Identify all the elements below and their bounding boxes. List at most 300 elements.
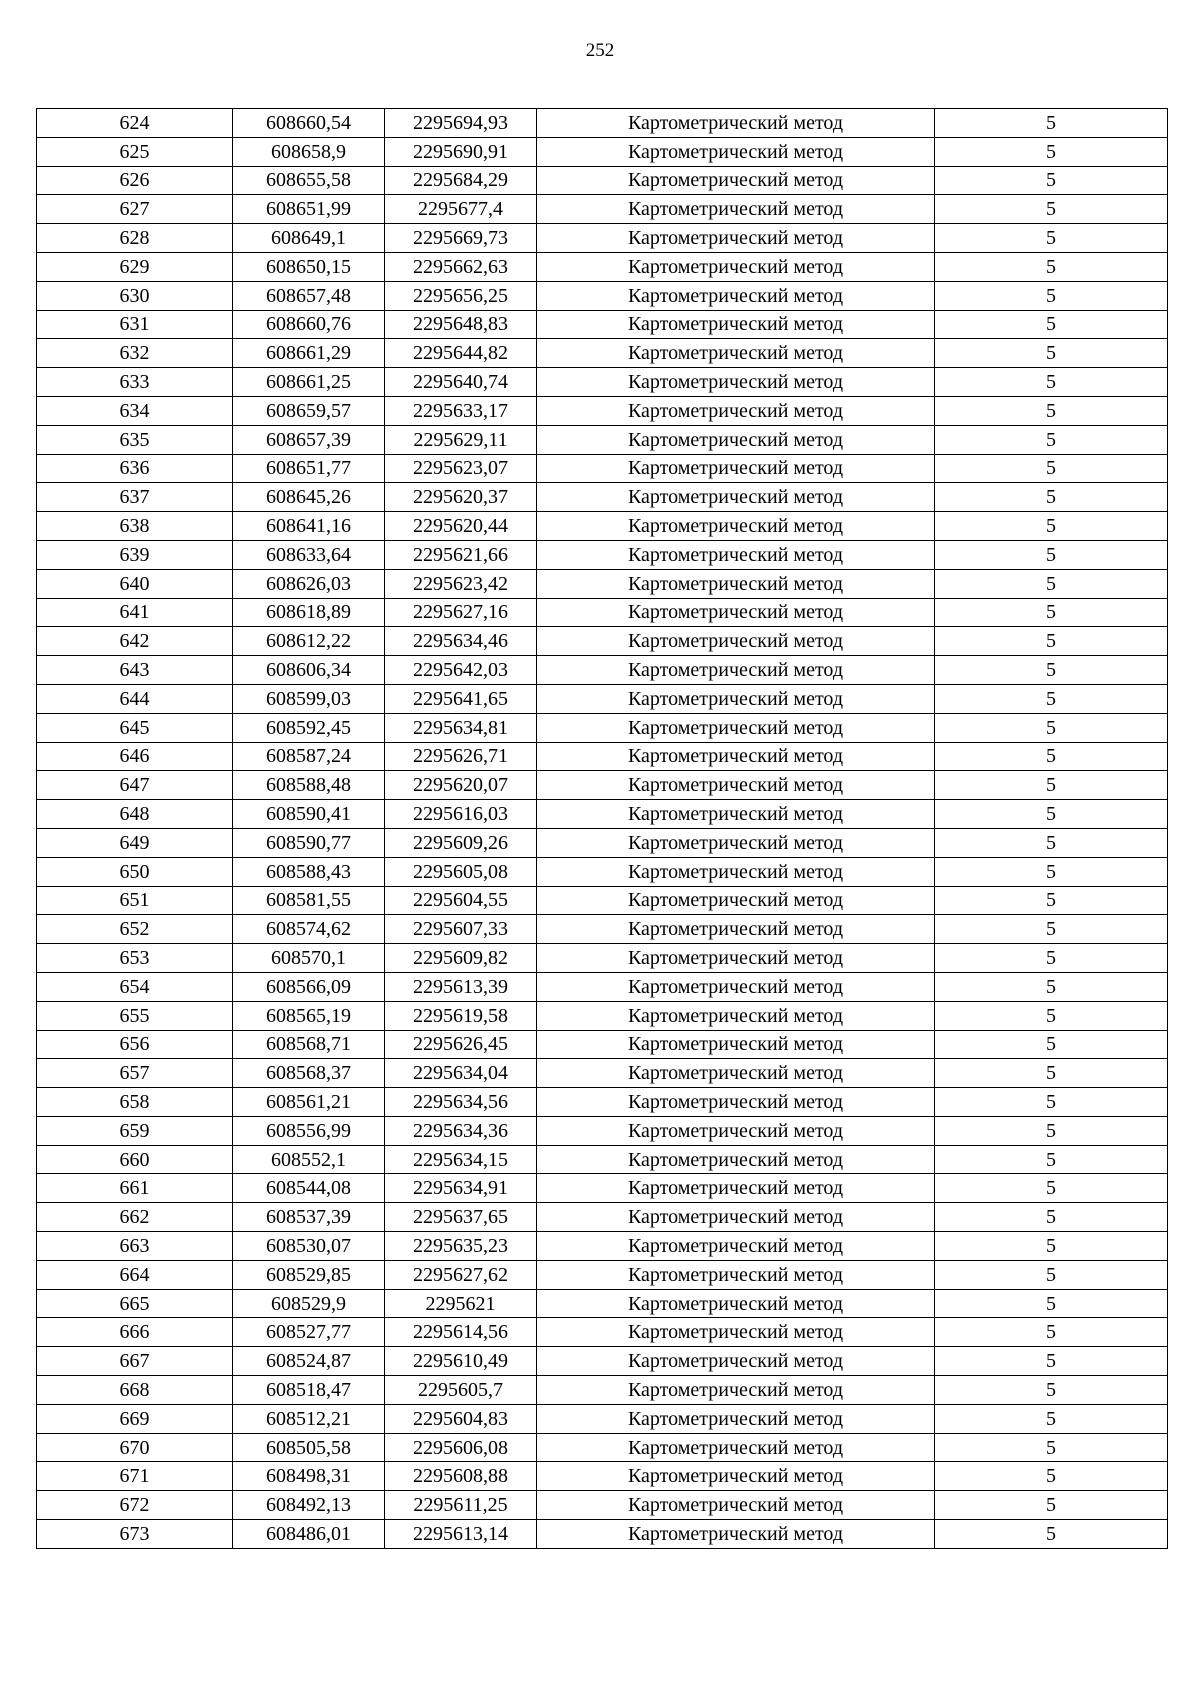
y-coordinate-cell: 2295623,07 <box>385 454 537 483</box>
precision-cell: 5 <box>935 281 1168 310</box>
x-coordinate-cell: 608618,89 <box>233 598 385 627</box>
precision-cell: 5 <box>935 166 1168 195</box>
y-coordinate-cell: 2295642,03 <box>385 656 537 685</box>
y-coordinate-cell: 2295684,29 <box>385 166 537 195</box>
x-coordinate-cell: 608556,99 <box>233 1116 385 1145</box>
precision-cell: 5 <box>935 339 1168 368</box>
point-number-cell: 644 <box>37 684 233 713</box>
method-cell: Картометрический метод <box>537 1289 935 1318</box>
point-number-cell: 672 <box>37 1491 233 1520</box>
table-row <box>37 1145 1168 1174</box>
table-row <box>37 1520 1168 1549</box>
table-row <box>37 109 1168 138</box>
table-row <box>37 512 1168 541</box>
table-row <box>37 1116 1168 1145</box>
table-row <box>37 1289 1168 1318</box>
precision-cell: 5 <box>935 886 1168 915</box>
x-coordinate-cell: 608641,16 <box>233 512 385 541</box>
x-coordinate-cell: 608649,1 <box>233 224 385 253</box>
table-row <box>37 627 1168 656</box>
table-row <box>37 598 1168 627</box>
y-coordinate-cell: 2295634,56 <box>385 1088 537 1117</box>
precision-cell: 5 <box>935 195 1168 224</box>
table-row <box>37 569 1168 598</box>
x-coordinate-cell: 608529,9 <box>233 1289 385 1318</box>
point-number-cell: 658 <box>37 1088 233 1117</box>
precision-cell: 5 <box>935 137 1168 166</box>
table-row <box>37 224 1168 253</box>
y-coordinate-cell: 2295634,04 <box>385 1059 537 1088</box>
x-coordinate-cell: 608606,34 <box>233 656 385 685</box>
x-coordinate-cell: 608537,39 <box>233 1203 385 1232</box>
point-number-cell: 666 <box>37 1318 233 1347</box>
page-number: 252 <box>585 40 615 61</box>
y-coordinate-cell: 2295611,25 <box>385 1491 537 1520</box>
method-cell: Картометрический метод <box>537 281 935 310</box>
y-coordinate-cell: 2295610,49 <box>385 1347 537 1376</box>
precision-cell: 5 <box>935 1347 1168 1376</box>
method-cell: Картометрический метод <box>537 713 935 742</box>
method-cell: Картометрический метод <box>537 109 935 138</box>
point-number-cell: 640 <box>37 569 233 598</box>
precision-cell: 5 <box>935 598 1168 627</box>
method-cell: Картометрический метод <box>537 771 935 800</box>
precision-cell: 5 <box>935 1030 1168 1059</box>
y-coordinate-cell: 2295662,63 <box>385 252 537 281</box>
y-coordinate-cell: 2295648,83 <box>385 310 537 339</box>
y-coordinate-cell: 2295634,46 <box>385 627 537 656</box>
y-coordinate-cell: 2295616,03 <box>385 800 537 829</box>
y-coordinate-cell: 2295608,88 <box>385 1462 537 1491</box>
x-coordinate-cell: 608660,54 <box>233 109 385 138</box>
point-number-cell: 639 <box>37 540 233 569</box>
table-row <box>37 137 1168 166</box>
x-coordinate-cell: 608581,55 <box>233 886 385 915</box>
point-number-cell: 656 <box>37 1030 233 1059</box>
table-row <box>37 684 1168 713</box>
table-row <box>37 454 1168 483</box>
method-cell: Картометрический метод <box>537 310 935 339</box>
table-row <box>37 1462 1168 1491</box>
x-coordinate-cell: 608590,41 <box>233 800 385 829</box>
precision-cell: 5 <box>935 857 1168 886</box>
method-cell: Картометрический метод <box>537 368 935 397</box>
method-cell: Картометрический метод <box>537 1030 935 1059</box>
table-row <box>37 425 1168 454</box>
method-cell: Картометрический метод <box>537 454 935 483</box>
method-cell: Картометрический метод <box>537 1376 935 1405</box>
y-coordinate-cell: 2295621 <box>385 1289 537 1318</box>
precision-cell: 5 <box>935 713 1168 742</box>
method-cell: Картометрический метод <box>537 1174 935 1203</box>
method-cell: Картометрический метод <box>537 1404 935 1433</box>
x-coordinate-cell: 608505,58 <box>233 1433 385 1462</box>
x-coordinate-cell: 608570,1 <box>233 944 385 973</box>
method-cell: Картометрический метод <box>537 1088 935 1117</box>
point-number-cell: 628 <box>37 224 233 253</box>
method-cell: Картометрический метод <box>537 742 935 771</box>
y-coordinate-cell: 2295694,93 <box>385 109 537 138</box>
method-cell: Картометрический метод <box>537 1260 935 1289</box>
precision-cell: 5 <box>935 368 1168 397</box>
x-coordinate-cell: 608661,25 <box>233 368 385 397</box>
table-row <box>37 857 1168 886</box>
point-number-cell: 661 <box>37 1174 233 1203</box>
point-number-cell: 670 <box>37 1433 233 1462</box>
x-coordinate-cell: 608486,01 <box>233 1520 385 1549</box>
precision-cell: 5 <box>935 972 1168 1001</box>
point-number-cell: 652 <box>37 915 233 944</box>
y-coordinate-cell: 2295627,62 <box>385 1260 537 1289</box>
y-coordinate-cell: 2295626,71 <box>385 742 537 771</box>
method-cell: Картометрический метод <box>537 1145 935 1174</box>
point-number-cell: 647 <box>37 771 233 800</box>
point-number-cell: 637 <box>37 483 233 512</box>
table-row <box>37 166 1168 195</box>
y-coordinate-cell: 2295607,33 <box>385 915 537 944</box>
x-coordinate-cell: 608529,85 <box>233 1260 385 1289</box>
y-coordinate-cell: 2295634,81 <box>385 713 537 742</box>
table-row <box>37 886 1168 915</box>
y-coordinate-cell: 2295621,66 <box>385 540 537 569</box>
precision-cell: 5 <box>935 1520 1168 1549</box>
method-cell: Картометрический метод <box>537 512 935 541</box>
y-coordinate-cell: 2295644,82 <box>385 339 537 368</box>
method-cell: Картометрический метод <box>537 886 935 915</box>
point-number-cell: 635 <box>37 425 233 454</box>
table-row <box>37 1088 1168 1117</box>
point-number-cell: 668 <box>37 1376 233 1405</box>
y-coordinate-cell: 2295640,74 <box>385 368 537 397</box>
precision-cell: 5 <box>935 224 1168 253</box>
y-coordinate-cell: 2295623,42 <box>385 569 537 598</box>
precision-cell: 5 <box>935 1404 1168 1433</box>
x-coordinate-cell: 608657,48 <box>233 281 385 310</box>
x-coordinate-cell: 608512,21 <box>233 1404 385 1433</box>
y-coordinate-cell: 2295656,25 <box>385 281 537 310</box>
table-row <box>37 1376 1168 1405</box>
method-cell: Картометрический метод <box>537 1116 935 1145</box>
precision-cell: 5 <box>935 684 1168 713</box>
precision-cell: 5 <box>935 569 1168 598</box>
method-cell: Картометрический метод <box>537 1059 935 1088</box>
point-number-cell: 660 <box>37 1145 233 1174</box>
table-row <box>37 713 1168 742</box>
precision-cell: 5 <box>935 1491 1168 1520</box>
precision-cell: 5 <box>935 1289 1168 1318</box>
x-coordinate-cell: 608626,03 <box>233 569 385 598</box>
x-coordinate-cell: 608633,64 <box>233 540 385 569</box>
precision-cell: 5 <box>935 1116 1168 1145</box>
precision-cell: 5 <box>935 1232 1168 1261</box>
point-number-cell: 648 <box>37 800 233 829</box>
y-coordinate-cell: 2295677,4 <box>385 195 537 224</box>
precision-cell: 5 <box>935 771 1168 800</box>
y-coordinate-cell: 2295605,08 <box>385 857 537 886</box>
y-coordinate-cell: 2295613,39 <box>385 972 537 1001</box>
y-coordinate-cell: 2295613,14 <box>385 1520 537 1549</box>
point-number-cell: 649 <box>37 828 233 857</box>
table-row <box>37 771 1168 800</box>
y-coordinate-cell: 2295690,91 <box>385 137 537 166</box>
x-coordinate-cell: 608588,48 <box>233 771 385 800</box>
y-coordinate-cell: 2295620,07 <box>385 771 537 800</box>
precision-cell: 5 <box>935 828 1168 857</box>
precision-cell: 5 <box>935 1203 1168 1232</box>
table-row <box>37 339 1168 368</box>
y-coordinate-cell: 2295606,08 <box>385 1433 537 1462</box>
y-coordinate-cell: 2295605,7 <box>385 1376 537 1405</box>
method-cell: Картометрический метод <box>537 483 935 512</box>
point-number-cell: 630 <box>37 281 233 310</box>
precision-cell: 5 <box>935 310 1168 339</box>
x-coordinate-cell: 608590,77 <box>233 828 385 857</box>
method-cell: Картометрический метод <box>537 1520 935 1549</box>
x-coordinate-cell: 608527,77 <box>233 1318 385 1347</box>
table-row <box>37 828 1168 857</box>
method-cell: Картометрический метод <box>537 1347 935 1376</box>
x-coordinate-cell: 608659,57 <box>233 396 385 425</box>
method-cell: Картометрический метод <box>537 656 935 685</box>
method-cell: Картометрический метод <box>537 1433 935 1462</box>
table-row <box>37 1059 1168 1088</box>
point-number-cell: 665 <box>37 1289 233 1318</box>
precision-cell: 5 <box>935 656 1168 685</box>
point-number-cell: 643 <box>37 656 233 685</box>
point-number-cell: 642 <box>37 627 233 656</box>
table-row <box>37 396 1168 425</box>
table-row <box>37 1232 1168 1261</box>
method-cell: Картометрический метод <box>537 828 935 857</box>
point-number-cell: 651 <box>37 886 233 915</box>
precision-cell: 5 <box>935 512 1168 541</box>
method-cell: Картометрический метод <box>537 137 935 166</box>
point-number-cell: 659 <box>37 1116 233 1145</box>
point-number-cell: 638 <box>37 512 233 541</box>
x-coordinate-cell: 608492,13 <box>233 1491 385 1520</box>
method-cell: Картометрический метод <box>537 339 935 368</box>
point-number-cell: 655 <box>37 1001 233 1030</box>
method-cell: Картометрический метод <box>537 972 935 1001</box>
point-number-cell: 626 <box>37 166 233 195</box>
precision-cell: 5 <box>935 627 1168 656</box>
x-coordinate-cell: 608544,08 <box>233 1174 385 1203</box>
point-number-cell: 654 <box>37 972 233 1001</box>
x-coordinate-cell: 608658,9 <box>233 137 385 166</box>
precision-cell: 5 <box>935 800 1168 829</box>
precision-cell: 5 <box>935 1318 1168 1347</box>
table-row <box>37 540 1168 569</box>
precision-cell: 5 <box>935 944 1168 973</box>
table-row <box>37 742 1168 771</box>
point-number-cell: 634 <box>37 396 233 425</box>
table-row <box>37 972 1168 1001</box>
precision-cell: 5 <box>935 425 1168 454</box>
precision-cell: 5 <box>935 396 1168 425</box>
y-coordinate-cell: 2295620,37 <box>385 483 537 512</box>
table-row <box>37 1203 1168 1232</box>
point-number-cell: 657 <box>37 1059 233 1088</box>
precision-cell: 5 <box>935 1001 1168 1030</box>
y-coordinate-cell: 2295609,26 <box>385 828 537 857</box>
method-cell: Картометрический метод <box>537 627 935 656</box>
point-number-cell: 645 <box>37 713 233 742</box>
x-coordinate-cell: 608574,62 <box>233 915 385 944</box>
table-row <box>37 1260 1168 1289</box>
table-row <box>37 1318 1168 1347</box>
x-coordinate-cell: 608518,47 <box>233 1376 385 1405</box>
point-number-cell: 624 <box>37 109 233 138</box>
x-coordinate-cell: 608612,22 <box>233 627 385 656</box>
precision-cell: 5 <box>935 540 1168 569</box>
x-coordinate-cell: 608599,03 <box>233 684 385 713</box>
method-cell: Картометрический метод <box>537 800 935 829</box>
y-coordinate-cell: 2295614,56 <box>385 1318 537 1347</box>
x-coordinate-cell: 608651,99 <box>233 195 385 224</box>
method-cell: Картометрический метод <box>537 396 935 425</box>
y-coordinate-cell: 2295634,36 <box>385 1116 537 1145</box>
method-cell: Картометрический метод <box>537 569 935 598</box>
method-cell: Картометрический метод <box>537 1318 935 1347</box>
x-coordinate-cell: 608568,37 <box>233 1059 385 1088</box>
y-coordinate-cell: 2295635,23 <box>385 1232 537 1261</box>
precision-cell: 5 <box>935 483 1168 512</box>
point-number-cell: 667 <box>37 1347 233 1376</box>
point-number-cell: 633 <box>37 368 233 397</box>
method-cell: Картометрический метод <box>537 915 935 944</box>
precision-cell: 5 <box>935 1088 1168 1117</box>
x-coordinate-cell: 608568,71 <box>233 1030 385 1059</box>
point-number-cell: 664 <box>37 1260 233 1289</box>
x-coordinate-cell: 608651,77 <box>233 454 385 483</box>
point-number-cell: 662 <box>37 1203 233 1232</box>
y-coordinate-cell: 2295604,83 <box>385 1404 537 1433</box>
point-number-cell: 632 <box>37 339 233 368</box>
coordinates-table <box>36 108 1168 1549</box>
x-coordinate-cell: 608660,76 <box>233 310 385 339</box>
table-row <box>37 656 1168 685</box>
method-cell: Картометрический метод <box>537 598 935 627</box>
y-coordinate-cell: 2295609,82 <box>385 944 537 973</box>
method-cell: Картометрический метод <box>537 1232 935 1261</box>
x-coordinate-cell: 608561,21 <box>233 1088 385 1117</box>
table-row <box>37 1174 1168 1203</box>
method-cell: Картометрический метод <box>537 252 935 281</box>
precision-cell: 5 <box>935 1260 1168 1289</box>
y-coordinate-cell: 2295629,11 <box>385 425 537 454</box>
precision-cell: 5 <box>935 1145 1168 1174</box>
precision-cell: 5 <box>935 252 1168 281</box>
method-cell: Картометрический метод <box>537 1491 935 1520</box>
x-coordinate-cell: 608655,58 <box>233 166 385 195</box>
x-coordinate-cell: 608661,29 <box>233 339 385 368</box>
table-row <box>37 1347 1168 1376</box>
method-cell: Картометрический метод <box>537 166 935 195</box>
table-row <box>37 915 1168 944</box>
method-cell: Картометрический метод <box>537 1203 935 1232</box>
precision-cell: 5 <box>935 1433 1168 1462</box>
point-number-cell: 646 <box>37 742 233 771</box>
method-cell: Картометрический метод <box>537 425 935 454</box>
precision-cell: 5 <box>935 742 1168 771</box>
point-number-cell: 629 <box>37 252 233 281</box>
method-cell: Картометрический метод <box>537 684 935 713</box>
precision-cell: 5 <box>935 1059 1168 1088</box>
y-coordinate-cell: 2295620,44 <box>385 512 537 541</box>
y-coordinate-cell: 2295634,91 <box>385 1174 537 1203</box>
x-coordinate-cell: 608552,1 <box>233 1145 385 1174</box>
table-row <box>37 1001 1168 1030</box>
method-cell: Картометрический метод <box>537 944 935 973</box>
y-coordinate-cell: 2295604,55 <box>385 886 537 915</box>
table-row <box>37 944 1168 973</box>
y-coordinate-cell: 2295627,16 <box>385 598 537 627</box>
table-row <box>37 1433 1168 1462</box>
table-row <box>37 1491 1168 1520</box>
table-row <box>37 252 1168 281</box>
point-number-cell: 671 <box>37 1462 233 1491</box>
x-coordinate-cell: 608565,19 <box>233 1001 385 1030</box>
x-coordinate-cell: 608498,31 <box>233 1462 385 1491</box>
point-number-cell: 636 <box>37 454 233 483</box>
point-number-cell: 673 <box>37 1520 233 1549</box>
y-coordinate-cell: 2295641,65 <box>385 684 537 713</box>
point-number-cell: 631 <box>37 310 233 339</box>
method-cell: Картометрический метод <box>537 540 935 569</box>
table-row <box>37 800 1168 829</box>
point-number-cell: 653 <box>37 944 233 973</box>
precision-cell: 5 <box>935 915 1168 944</box>
point-number-cell: 641 <box>37 598 233 627</box>
method-cell: Картометрический метод <box>537 1462 935 1491</box>
coordinates-table-body <box>37 109 1168 1549</box>
y-coordinate-cell: 2295619,58 <box>385 1001 537 1030</box>
precision-cell: 5 <box>935 1174 1168 1203</box>
method-cell: Картометрический метод <box>537 195 935 224</box>
x-coordinate-cell: 608530,07 <box>233 1232 385 1261</box>
x-coordinate-cell: 608645,26 <box>233 483 385 512</box>
x-coordinate-cell: 608566,09 <box>233 972 385 1001</box>
table-row <box>37 368 1168 397</box>
x-coordinate-cell: 608588,43 <box>233 857 385 886</box>
point-number-cell: 625 <box>37 137 233 166</box>
point-number-cell: 650 <box>37 857 233 886</box>
precision-cell: 5 <box>935 454 1168 483</box>
point-number-cell: 669 <box>37 1404 233 1433</box>
point-number-cell: 627 <box>37 195 233 224</box>
y-coordinate-cell: 2295633,17 <box>385 396 537 425</box>
method-cell: Картометрический метод <box>537 857 935 886</box>
table-row <box>37 310 1168 339</box>
table-row <box>37 281 1168 310</box>
x-coordinate-cell: 608650,15 <box>233 252 385 281</box>
x-coordinate-cell: 608592,45 <box>233 713 385 742</box>
table-row <box>37 483 1168 512</box>
table-row <box>37 1404 1168 1433</box>
y-coordinate-cell: 2295637,65 <box>385 1203 537 1232</box>
point-number-cell: 663 <box>37 1232 233 1261</box>
x-coordinate-cell: 608587,24 <box>233 742 385 771</box>
x-coordinate-cell: 608524,87 <box>233 1347 385 1376</box>
x-coordinate-cell: 608657,39 <box>233 425 385 454</box>
method-cell: Картометрический метод <box>537 1001 935 1030</box>
method-cell: Картометрический метод <box>537 224 935 253</box>
y-coordinate-cell: 2295634,15 <box>385 1145 537 1174</box>
table-row <box>37 195 1168 224</box>
y-coordinate-cell: 2295669,73 <box>385 224 537 253</box>
precision-cell: 5 <box>935 1462 1168 1491</box>
precision-cell: 5 <box>935 109 1168 138</box>
